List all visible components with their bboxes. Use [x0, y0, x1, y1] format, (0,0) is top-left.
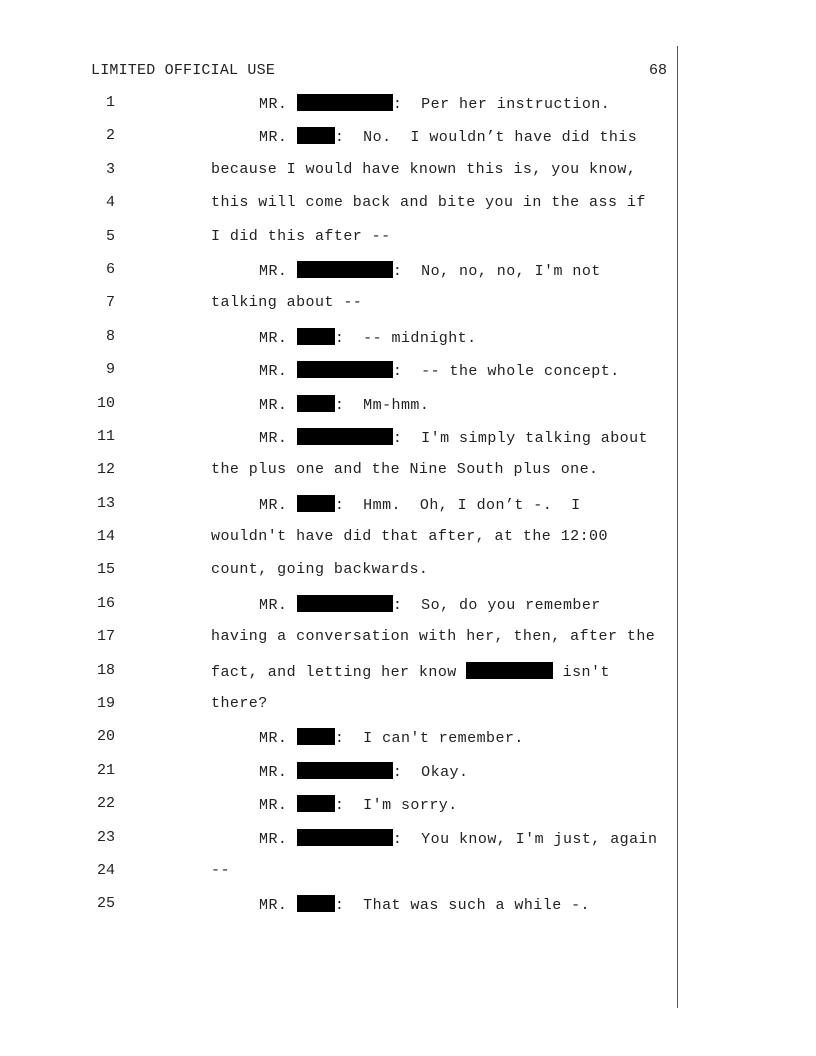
transcript-line	[0, 795, 816, 828]
line-number: 9	[105, 361, 115, 379]
transcript-line	[0, 862, 816, 895]
speaker-line	[259, 495, 581, 515]
transcript-line	[0, 528, 816, 561]
spoken-text: : That was such a while -.	[334, 897, 591, 915]
transcript-line	[0, 428, 816, 461]
spoken-text: : No, no, no, I'm not	[392, 262, 601, 280]
transcript-line	[0, 595, 816, 628]
speaker-title: MR.	[259, 830, 297, 848]
speaker-title: MR.	[259, 363, 297, 381]
spoken-text: : -- midnight.	[334, 329, 477, 347]
speaker-line	[259, 728, 524, 748]
speaker-line	[259, 762, 468, 782]
spoken-text: : So, do you remember	[392, 596, 601, 614]
speaker-line	[259, 795, 458, 815]
line-number: 6	[105, 260, 115, 278]
redaction-box	[297, 595, 393, 612]
continuation-line	[211, 161, 636, 179]
transcript-line	[0, 194, 816, 227]
line-number: 3	[105, 160, 115, 178]
speaker-line	[259, 895, 590, 915]
continuation-line	[211, 561, 428, 579]
spoken-text: : -- the whole concept.	[392, 363, 620, 381]
speaker-title: MR.	[259, 596, 297, 614]
speaker-line	[259, 94, 610, 114]
continuation-line	[211, 628, 655, 646]
line-number: 21	[96, 761, 115, 779]
line-number: 20	[96, 728, 115, 746]
speaker-title: MR.	[259, 396, 297, 414]
spoken-text: : Mm-hmm.	[334, 396, 430, 414]
redaction-box	[297, 328, 335, 345]
line-number: 7	[105, 294, 115, 312]
speaker-line	[259, 361, 620, 381]
transcript-line	[0, 161, 816, 194]
line-number: 2	[105, 127, 115, 145]
redaction-box	[297, 762, 393, 779]
line-number: 23	[96, 828, 115, 846]
transcript-line	[0, 762, 816, 795]
redaction-box	[297, 895, 335, 912]
line-number: 15	[96, 561, 115, 579]
redaction-box	[466, 662, 553, 679]
redaction-box	[297, 127, 335, 144]
line-number: 14	[96, 528, 115, 546]
redaction-box	[297, 395, 335, 412]
line-number: 25	[96, 895, 115, 913]
speaker-title: MR.	[259, 897, 297, 915]
transcript-body	[0, 94, 816, 929]
speaker-line	[259, 428, 648, 448]
spoken-text: wouldn't have did that after, at the 12:00	[211, 528, 608, 546]
spoken-text: : No. I wouldn’t have did this	[334, 129, 638, 147]
line-number: 8	[105, 327, 115, 345]
spoken-text: --	[211, 861, 230, 879]
page-header	[91, 62, 667, 80]
continuation-line	[211, 294, 362, 312]
line-number: 22	[96, 795, 115, 813]
line-number: 11	[96, 427, 115, 445]
spoken-text: : I can't remember.	[334, 730, 524, 748]
line-number: 19	[96, 695, 115, 713]
spoken-text: I did this after --	[211, 227, 391, 245]
continuation-line	[211, 194, 646, 212]
continuation-line	[211, 528, 608, 546]
spoken-text: fact, and letting her know	[211, 663, 467, 681]
speaker-title: MR.	[259, 262, 297, 280]
spoken-text: talking about --	[211, 294, 363, 312]
speaker-title: MR.	[259, 730, 297, 748]
speaker-title: MR.	[259, 797, 297, 815]
line-number: 18	[96, 661, 115, 679]
speaker-title: MR.	[259, 429, 297, 447]
transcript-line	[0, 94, 816, 127]
spoken-text: : Hmm. Oh, I don’t -. I	[334, 496, 581, 514]
transcript-line	[0, 495, 816, 528]
redaction-box	[297, 261, 393, 278]
transcript-line	[0, 228, 816, 261]
line-number: 17	[96, 628, 115, 646]
redaction-box	[297, 728, 335, 745]
spoken-text: there?	[211, 695, 268, 713]
redaction-box	[297, 795, 335, 812]
continuation-line	[211, 461, 599, 479]
speaker-line	[259, 395, 429, 415]
speaker-line	[259, 127, 637, 147]
speaker-line	[259, 829, 657, 849]
transcript-line	[0, 829, 816, 862]
spoken-text: : Per her instruction.	[392, 96, 611, 113]
redaction-box	[297, 495, 335, 512]
transcript-line	[0, 662, 816, 695]
line-number: 5	[105, 227, 115, 245]
spoken-text: this will come back and bite you in the ass if	[211, 194, 646, 212]
line-number: 1	[105, 94, 115, 111]
redaction-box	[297, 829, 393, 846]
transcript-line	[0, 695, 816, 728]
line-number: 16	[96, 594, 115, 612]
spoken-text: : I'm simply talking about	[392, 429, 649, 447]
spoken-text: because I would have known this is, you know,	[211, 160, 637, 178]
line-number: 12	[96, 461, 115, 479]
continuation-line	[211, 862, 230, 880]
line-number: 24	[96, 861, 115, 879]
transcript-line	[0, 361, 816, 394]
speaker-title: MR.	[259, 763, 297, 781]
transcript-line	[0, 461, 816, 494]
transcript-line	[0, 261, 816, 294]
spoken-text: : I'm sorry.	[334, 797, 458, 815]
line-number: 13	[96, 494, 115, 512]
transcript-line	[0, 294, 816, 327]
transcript-line	[0, 395, 816, 428]
spoken-text: : You know, I'm just, again	[392, 830, 658, 848]
speaker-title: MR.	[259, 496, 297, 514]
line-number: 4	[105, 194, 115, 212]
speaker-title: MR.	[259, 96, 297, 113]
redaction-box	[297, 94, 393, 111]
speaker-title: MR.	[259, 129, 297, 147]
speaker-title: MR.	[259, 329, 297, 347]
spoken-text: having a conversation with her, then, after the	[211, 628, 656, 646]
spoken-text: : Okay.	[392, 763, 469, 781]
continuation-line	[211, 695, 268, 713]
continuation-line	[211, 228, 391, 246]
transcript-line	[0, 628, 816, 661]
classification-marking: LIMITED OFFICIAL USE	[91, 62, 276, 79]
transcript-line	[0, 895, 816, 928]
spoken-text: count, going backwards.	[211, 561, 429, 579]
continuation-line	[211, 662, 610, 682]
spoken-text-after: isn't	[553, 663, 610, 681]
redaction-box	[297, 428, 393, 445]
speaker-line	[259, 261, 601, 281]
speaker-line	[259, 328, 477, 348]
line-number: 10	[96, 394, 115, 412]
transcript-line	[0, 328, 816, 361]
redaction-box	[297, 361, 393, 378]
spoken-text: the plus one and the Nine South plus one.	[211, 461, 599, 479]
speaker-line	[259, 595, 601, 615]
transcript-line	[0, 561, 816, 594]
transcript-line	[0, 127, 816, 160]
page-number: 68	[648, 62, 667, 79]
transcript-line	[0, 728, 816, 761]
